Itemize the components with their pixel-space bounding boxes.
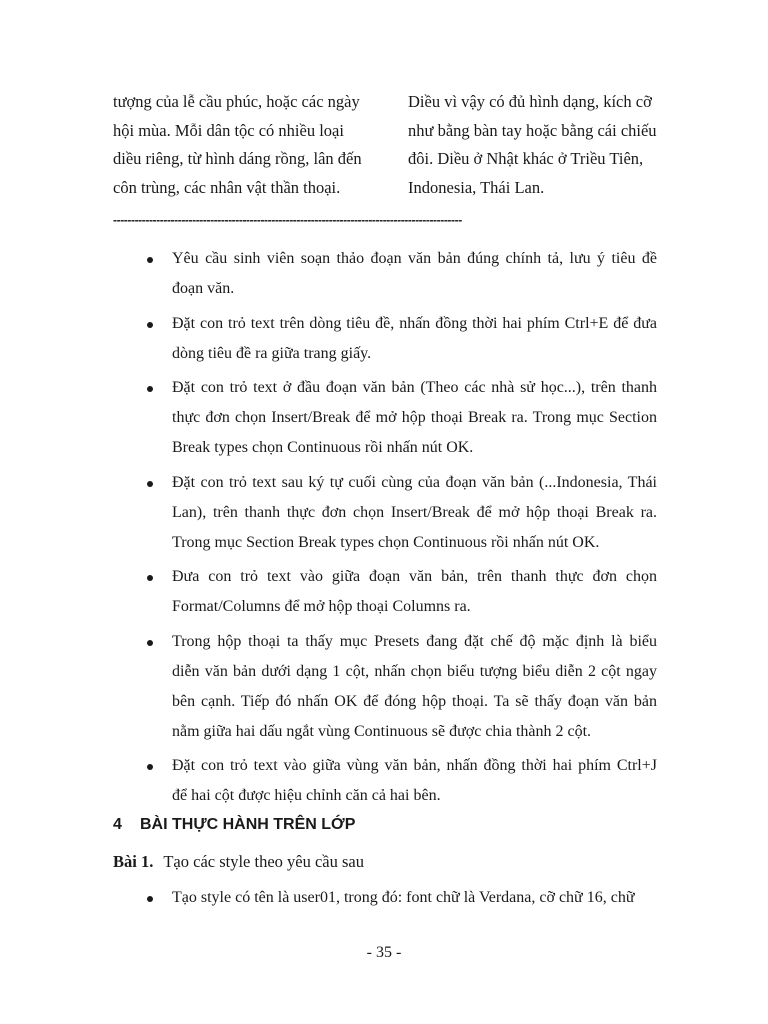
text-line: thực đơn chọn Insert/Break để mở hộp thoại Break ra. Trong mục Section (172, 409, 657, 426)
text-line: để hai cột được hiệu chỉnh căn cả hai bên. (172, 787, 441, 804)
right-column (408, 88, 658, 202)
list-item (145, 751, 657, 811)
exercise-heading (113, 852, 364, 872)
text-line: diễn văn bản dưới dạng 1 cột, nhấn chọn biểu tượng biểu diễn 2 cột ngay (172, 662, 657, 680)
text-line: Đặt con trỏ text ở đầu đoạn văn bản (Theo các nhà sử học...), trên thanh (172, 379, 657, 396)
text-line: Đặt con trỏ text trên dòng tiêu đề, nhấn đồng thời hai phím Ctrl+E để đưa (172, 314, 657, 332)
text-line: Yêu cầu sinh viên soạn thảo đoạn văn bản đúng chính tả, lưu ý tiêu đề (172, 250, 657, 267)
text-line: đoạn văn. (172, 280, 235, 297)
text-line: Đặt con trỏ text vào giữa vùng văn bản, nhấn đồng thời hai phím Ctrl+J (172, 757, 657, 774)
text-line: bên cạnh. Tiếp đó nhấn OK để đóng hộp thoại. Ta sẽ thấy đoạn văn bản (172, 692, 657, 710)
text-line: Break types chọn Continuous rồi nhấn nút OK. (172, 439, 474, 456)
bullet-icon (147, 640, 153, 646)
list-item (145, 883, 657, 913)
text-line: Diều vì vậy có đủ hình dạng, kích cỡ (408, 92, 652, 111)
text-line: diều riêng, từ hình dáng rồng, lân đến (113, 149, 362, 168)
bullet-icon (147, 575, 153, 581)
text-line: Đưa con trỏ text vào giữa đoạn văn bản, trên thanh thực đơn chọn (172, 568, 657, 585)
list-item (145, 562, 657, 622)
text-line: Trong hộp thoại ta thấy mục Presets đang đặt chế độ mặc định là biểu (172, 632, 657, 650)
list-item (145, 468, 657, 558)
list-item (145, 244, 657, 304)
bullet-icon (147, 386, 153, 392)
text-line: nằm giữa hai dấu ngắt vùng Continuous sẽ được chia thành 2 cột. (172, 722, 592, 740)
page-number: - 35 - (366, 944, 402, 961)
list-item (145, 627, 657, 747)
section-title: BÀI THỰC HÀNH TRÊN LỚP (140, 816, 356, 833)
text-line: Indonesia, Thái Lan. (408, 177, 545, 197)
bullet-icon (147, 481, 153, 487)
bullet-icon (147, 322, 153, 328)
text-line: Lan), trên thanh thực đơn chọn Insert/Break để mở hộp thoại Break ra. (172, 503, 657, 521)
section-number: 4 (113, 816, 122, 833)
two-column-text (113, 88, 658, 202)
text-line: hội mùa. Mỗi dân tộc có nhiều loại (113, 120, 344, 140)
text-line: Format/Columns để mở hộp thoại Columns ra. (172, 598, 471, 615)
exercise-text: Tạo các style theo yêu cầu sau (163, 852, 365, 871)
instruction-list (145, 244, 657, 816)
list-item (145, 309, 657, 369)
text-line: Trong mục Section Break types chọn Continuous rồi nhấn nút OK. (172, 533, 600, 551)
text-line: tượng của lễ cầu phúc, hoặc các ngày (113, 92, 360, 111)
left-column (113, 88, 368, 202)
bullet-icon (147, 764, 153, 770)
bullet-icon (147, 257, 153, 263)
section-heading (113, 816, 355, 834)
text-line: như bằng bàn tay hoặc bằng cái chiếu (408, 120, 657, 140)
text-line: côn trùng, các nhân vật thần thoại. (113, 177, 341, 197)
text-line: Tạo style có tên là user01, trong đó: font chữ là Verdana, cỡ chữ 16, chữ (172, 889, 635, 906)
exercise-label: Bài 1. (113, 852, 154, 871)
dashed-separator: ------------------------------------------------------------------------------------------------- (113, 213, 462, 227)
text-line: dòng tiêu đề ra giữa trang giấy. (172, 344, 372, 362)
text-line: Đặt con trỏ text sau ký tự cuối cùng của đoạn văn bản (...Indonesia, Thái (172, 473, 657, 491)
text-line: đôi. Diều ở Nhật khác ở Triều Tiên, (408, 149, 644, 168)
list-item (145, 373, 657, 463)
bullet-icon (147, 896, 153, 902)
exercise-list (145, 883, 657, 913)
